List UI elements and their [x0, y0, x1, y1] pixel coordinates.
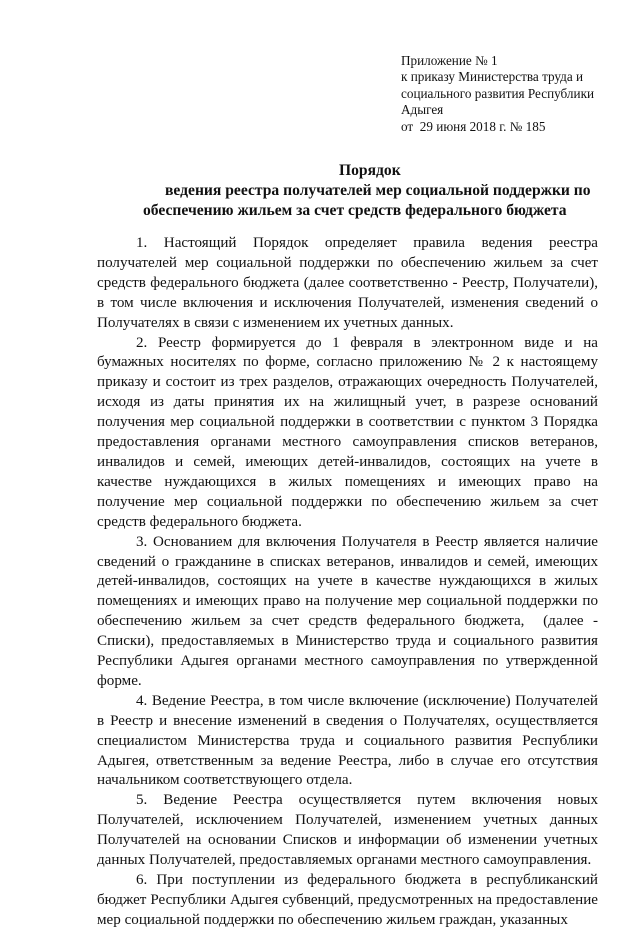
paragraph-4: 4. Ведение Реестра, в том числе включение (исключение) Получателей в Реестр и внесение изменений в сведения о Получателях, осуществляется специалистом Министерства труда и социального развития Республики Адыгея, ответственным за ведение Реестра, либо в случае его отсутствия начальником соответствующего отдела. [97, 692, 598, 789]
title-line: обеспечению жильем за счет средств федерального бюджета [143, 202, 567, 219]
title-line: ведения реестра получателей мер социальной поддержки по [165, 182, 591, 199]
appendix-line: Приложение № 1 [401, 53, 498, 68]
appendix-header [401, 53, 621, 135]
appendix-line: социального развития Республики [401, 85, 595, 101]
paragraph-3: 3. Основанием для включения Получателя в Реестр является наличие сведений о гражданине в списках ветеранов, инвалидов и семей, имеющих детей-инвалидов, состоящих на учете в качестве нуждающихся в жилых помещениях и имеющих право на получение мер социальной поддержки по обеспечению жильем за счет средств федерального бюджета, (далее - Списки), предоставляемых в Министерство труда и социального развития Республики Адыгея органами местного самоуправления по утвержденной форме. [97, 533, 602, 689]
paragraph-1: 1. Настоящий Порядок определяет правила ведения реестра получателей мер социальной поддержки по обеспечению жильем за счет средств федерального бюджета (далее соответственно - Реестр, Получатели), в том числе включения и исключения Получателей, изменения сведений о Получателях в связи с изменением их учетных данных. [97, 235, 602, 331]
paragraph-2: 2. Реестр формируется до 1 февраля в электронном виде и на бумажных носителях по форме, согласно приложению № 2 к настоящему приказу и состоит из трех разделов, отражающих очередность Получателей, исходя из даты принятия их на жилищный учет, в разрезе оснований получения мер социальной поддержки в соответствии с пунктом 3 Порядка предоставления органами местного самоуправления списков ветеранов, инвалидов и семей, имеющих детей-инвалидов, состоящих на учете в качестве нуждающихся в жилых помещениях и имеющих право на получение мер социальной поддержки по обеспечению жильем за счет средств федерального бюджета. [97, 334, 598, 530]
appendix-date-line: от 29 июня 2018 г. № 185 [401, 118, 546, 134]
appendix-line: Адыгея [401, 102, 444, 118]
title-line: Порядок [339, 162, 401, 179]
paragraph-6: 6. При поступлении из федерального бюджета в республиканский бюджет Республики Адыгея субвенций, предусмотренных на предоставление мер социальной поддержки по обеспечению жильем граждан, указанных [97, 872, 598, 928]
document-body [97, 234, 602, 931]
paragraph-5: 5. Ведение Реестра осуществляется путем включения новых Получателей, исключением Получателей, изменением учетных данных Получателей на основании Списков и информации об изменении учетных данных Получателей, предоставляемых органами местного самоуправления. [97, 792, 602, 869]
appendix-line: к приказу Министерства труда и [401, 69, 584, 85]
